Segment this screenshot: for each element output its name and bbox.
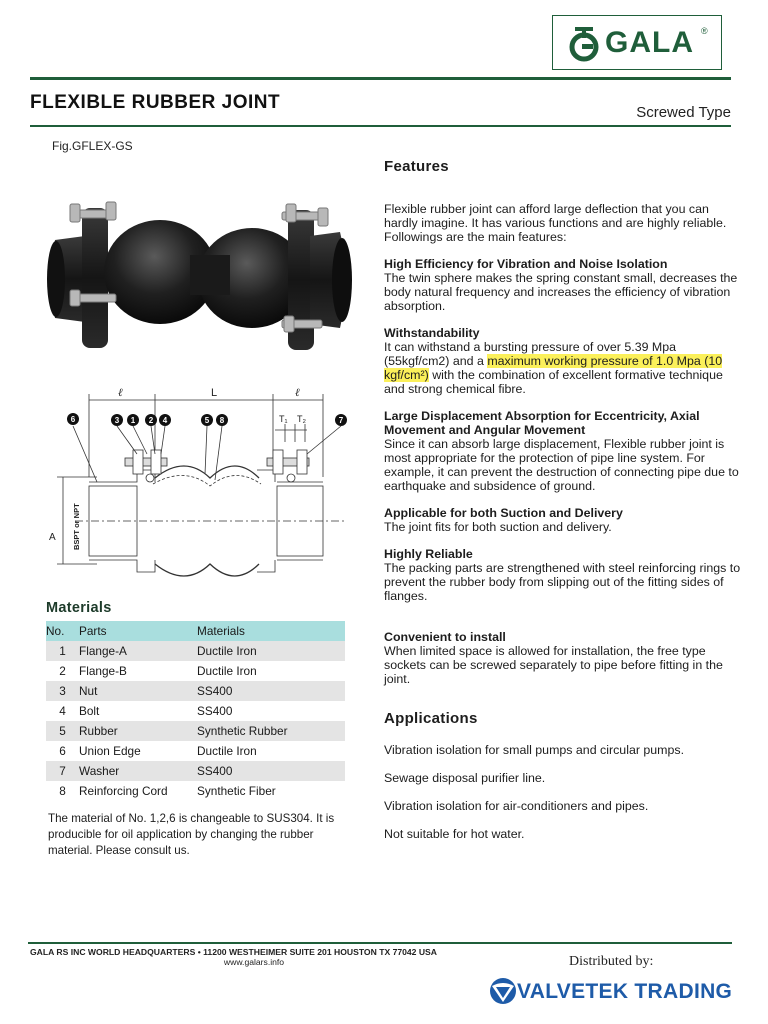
svg-text:2: 2 — [148, 416, 154, 425]
table-row: 4 Bolt SS400 — [59, 704, 233, 718]
pressure-highlight: maximum working pressure of 1.0 Mpa (10 kgf/cm²) — [384, 354, 723, 382]
applications-heading: Applications — [384, 710, 478, 727]
figure-label: Fig.GFLEX-GS — [52, 139, 133, 153]
feature-vibration — [384, 257, 744, 313]
table-row: 8 Reinforcing Cord Synthetic Fiber — [59, 784, 276, 798]
feature-body: Since it can absorb large displacement, Flexible rubber joint is most appropriate for the protection of pipe line system. For example, it can prevent the destruction of connecting pipe due to earthquake and subsidence of ground. — [384, 437, 739, 493]
distributor-name: VALVETEK TRADING — [517, 980, 733, 1003]
feature-title: Applicable for both Suction and Delivery — [384, 506, 623, 520]
svg-text:3: 3 — [114, 416, 120, 425]
callout-6 — [67, 413, 79, 425]
svg-text:8: 8 — [219, 416, 225, 425]
column-header: No. — [46, 621, 79, 641]
dim-t2: T₂ — [297, 414, 306, 424]
feature-body: with the combination of excellent formative technique and strong chemical fibre. — [384, 368, 723, 396]
svg-text:7: 7 — [338, 416, 344, 425]
dim-l-right: ℓ — [295, 387, 300, 399]
feature-body: It can withstand a bursting pressure of over 5.39 Mpa (55kgf/cm2) and a — [384, 340, 677, 368]
features-heading: Features — [384, 158, 449, 175]
application-item: Vibration isolation for small pumps and circular pumps. — [384, 743, 685, 757]
table-row: 7 Washer SS400 — [46, 761, 345, 781]
footer-rule — [28, 942, 732, 944]
table-header-row — [46, 621, 345, 641]
thread-label: BSPT or NPT — [72, 503, 81, 550]
feature-title: Withstandability — [384, 326, 480, 340]
feature-reliable — [384, 547, 744, 603]
callout-2 — [145, 414, 157, 426]
dim-t1: T₁ — [279, 414, 288, 424]
header-rule — [30, 77, 731, 80]
svg-text:5: 5 — [204, 416, 210, 425]
features-column — [384, 160, 744, 855]
table-row: 2 Flange-B Ductile Iron — [59, 664, 257, 678]
materials-table — [46, 621, 345, 801]
brand-name: GALA — [605, 26, 694, 59]
application-item: Not suitable for hot water. — [384, 827, 525, 841]
svg-text:6: 6 — [70, 415, 76, 424]
callout-3 — [111, 414, 123, 426]
feature-title: Convenient to install — [384, 630, 506, 644]
table-row: 3 Nut SS400 — [46, 681, 345, 701]
feature-title: High Efficiency for Vibration and Noise Isolation — [384, 257, 668, 271]
features-intro: Flexible rubber joint can afford large deflection that you can hardly imagine. It has various functions and are highly reliable. Followings are the main features: — [384, 202, 727, 244]
footer-website[interactable]: www.galars.info — [223, 957, 285, 967]
feature-displacement — [384, 409, 744, 493]
column-header: Parts — [79, 621, 197, 641]
svg-text:1: 1 — [130, 416, 136, 425]
callout-7 — [335, 414, 347, 426]
callout-5 — [201, 414, 213, 426]
table-row: 6 Union Edge Ductile Iron — [59, 744, 257, 758]
table-row: 1 Flange-A Ductile Iron — [46, 641, 345, 661]
callout-8 — [216, 414, 228, 426]
dim-L: L — [211, 387, 218, 399]
product-photo — [40, 200, 360, 360]
feature-body: When limited space is allowed for installation, the free type sockets can be screwed separately to pipe before fitting in the joint. — [384, 644, 723, 686]
column-header: Materials — [197, 621, 345, 641]
title-rule — [30, 125, 731, 127]
callout-4 — [159, 414, 171, 426]
page-subtitle: Screwed Type — [636, 104, 731, 121]
feature-suction-delivery — [384, 506, 744, 534]
application-item: Vibration isolation for air-conditioners and pipes. — [384, 799, 649, 813]
application-item: Sewage disposal purifier line. — [384, 771, 546, 785]
page-title: FLEXIBLE RUBBER JOINT — [30, 92, 281, 113]
materials-note: The material of No. 1,2,6 is changeable to SUS304. It is producible for oil application by changing the rubber material. Please consult us. — [48, 812, 335, 857]
materials-heading: Materials — [46, 600, 112, 616]
dim-l-left: ℓ — [118, 387, 123, 399]
svg-text:4: 4 — [162, 416, 168, 425]
footer-address: GALA RS INC WORLD HEADQUARTERS • 11200 WESTHEIMER SUITE 201 HOUSTON TX 77042 USA — [30, 947, 437, 957]
feature-withstandability — [384, 326, 744, 396]
table-row: 5 Rubber Synthetic Rubber — [46, 721, 345, 741]
gala-logo — [552, 15, 722, 70]
registered-mark: ® — [701, 26, 708, 36]
feature-body: The joint fits for both suction and delivery. — [384, 520, 612, 534]
dim-A: A — [49, 532, 56, 543]
callout-1 — [127, 414, 139, 426]
cross-section-drawing — [45, 382, 365, 582]
feature-install — [384, 630, 744, 686]
valvetek-logo-icon — [488, 976, 518, 1006]
feature-title: Highly Reliable — [384, 547, 473, 561]
feature-body: The twin sphere makes the spring constant small, decreases the body natural frequency and increases the efficiency of vibration absorption. — [384, 271, 738, 313]
valve-wheel-icon — [565, 24, 603, 62]
distributed-by-label: Distributed by: — [569, 954, 654, 969]
feature-title: Large Displacement Absorption for Eccentricity, Axial Movement and Angular Movement — [384, 409, 700, 437]
feature-body: The packing parts are strengthened with steel reinforcing rings to prevent the rubber body from slipping out of the fitting sides of flanges. — [384, 561, 741, 603]
